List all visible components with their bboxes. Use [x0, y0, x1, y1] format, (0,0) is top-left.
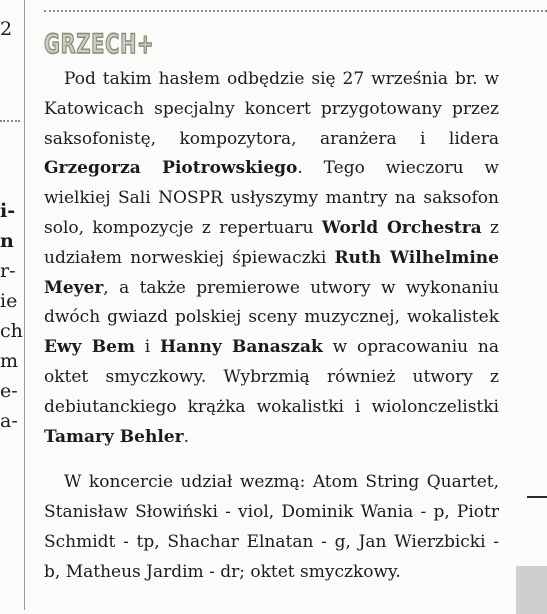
article-heading: GRZECH+ [44, 29, 155, 60]
text-run: w opracowaniu na oktet smyczkowy. Wybrzmią również utwory z debiutanckiego krążka wokalistki i wiolonczelistki [44, 337, 499, 417]
text-run: Pod takim hasłem odbędzie się 27 września br. w Katowicach specjalny koncert przygotowany przez saksofonistę, kompozytora, aranżera i lidera [44, 69, 499, 149]
left-dotted-rule [0, 120, 20, 122]
text-run: z udziałem norweskiej śpiewaczki [44, 217, 499, 268]
left-fragment: r- [0, 260, 16, 282]
article-paragraph-2: W koncercie udział wezmą: Atom String Quartet, Stanisław Słowiński - viol, Dominik Wania - p, Piotr Schmidt - tp, Shachar Elnatan - g, Jan Wierzbicki - b, Matheus Jardim - dr; oktet smyczkowy. [44, 472, 499, 582]
text-run: . [183, 426, 189, 447]
right-margin-block [516, 566, 547, 614]
right-margin-dash [527, 496, 547, 498]
article-body [44, 65, 499, 588]
text-run: . Tego wieczoru w wielkiej Sali NOSPR usłyszymy mantry na saksofon solo, kompozycje z repertuaru [44, 158, 499, 238]
text-run: , a także premierowe utwory w wykonaniu dwóch gwiazd polskiej sceny muzycznej, wokalistek [44, 277, 499, 328]
column-divider [24, 0, 25, 610]
left-fragment: ch [0, 320, 23, 342]
top-dotted-rule [44, 10, 547, 12]
left-fragment: m [0, 350, 19, 372]
left-fragment: n [0, 230, 14, 252]
article-paragraph-1 [44, 65, 499, 452]
left-column-fragments [0, 0, 24, 614]
left-fragment: a- [0, 410, 18, 432]
person-name: Ruth Wilhelmine Meyer [44, 247, 499, 298]
person-name: Hanny Banaszak [160, 337, 323, 358]
ensemble-name: World Orchestra [321, 217, 482, 238]
left-fragment: 2 [0, 18, 13, 40]
person-name: Ewy Bem [44, 337, 135, 358]
left-fragment: i- [0, 200, 16, 222]
text-run: i [134, 337, 161, 358]
person-name: Grzegorza Piotrowskiego [44, 158, 298, 179]
person-name: Tamary Behler [44, 426, 184, 447]
left-fragment: ie [0, 290, 18, 312]
left-fragment: e- [0, 380, 18, 402]
